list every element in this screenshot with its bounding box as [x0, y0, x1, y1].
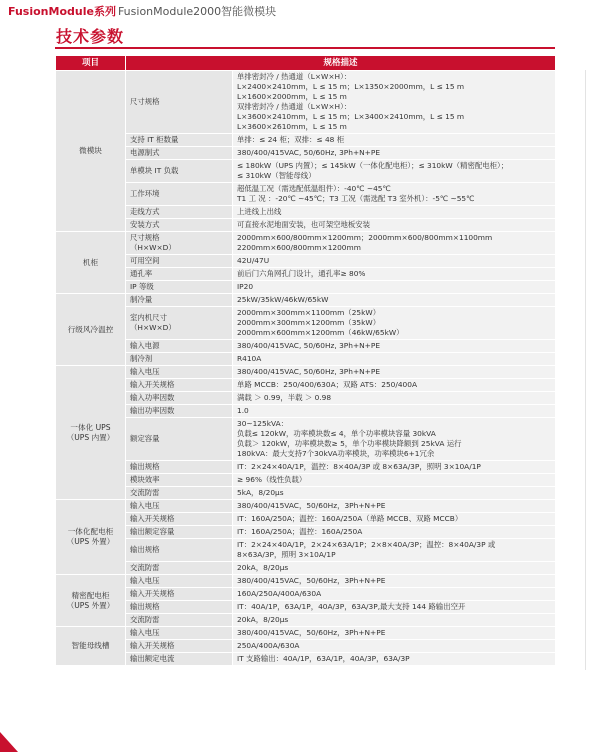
value-cell: [233, 653, 556, 666]
table-row: [56, 500, 556, 513]
category-cell: 智能母线槽: [56, 627, 126, 666]
value-cell: [233, 255, 556, 268]
value-line: 2000mm×600mm×1200mm（46kW/65kW）: [237, 328, 404, 337]
item-cell: 走线方式: [126, 206, 233, 219]
item-cell: 输出额定容量: [126, 526, 233, 539]
value-line: ≤ 180kW（UPS 内置）；≤ 145kW（一体化配电柜）；≤ 310kW（精密配电柜）；: [237, 161, 509, 170]
table-row: [56, 575, 556, 588]
item-cell: 输出功率因数: [126, 405, 233, 418]
value-line: 380/400/415VAC，50/60Hz，3Ph+N+PE: [237, 628, 386, 637]
item-cell: 通孔率: [126, 268, 233, 281]
table-row: [56, 614, 556, 627]
category-cell: 行级风冷温控: [56, 294, 126, 366]
value-cell: [233, 281, 556, 294]
table-row: [56, 219, 556, 232]
item-cell: 工作环境: [126, 183, 233, 206]
table-row: [56, 183, 556, 206]
value-line: 380/400/415VAC, 50/60Hz, 3Ph+N+PE: [237, 148, 380, 157]
value-line: 160A/250A/400A/630A: [237, 589, 322, 598]
value-line: L×1600×2000mm，L ≤ 15 m: [237, 92, 347, 101]
value-line: R410A: [237, 354, 262, 363]
item-cell: 输出额定电流: [126, 653, 233, 666]
value-line: 25kW/35kW/46kW/65kW: [237, 295, 329, 304]
value-line: 2000mm×300mm×1200mm（35kW）: [237, 318, 381, 327]
item-cell: 支持 IT 柜数量: [126, 134, 233, 147]
table-row: [56, 281, 556, 294]
item-cell: 输入开关规格: [126, 513, 233, 526]
value-line: 5kA，8/20μs: [237, 488, 284, 497]
value-cell: [233, 268, 556, 281]
table-row: [56, 71, 556, 134]
value-line: 2200mm×600/800mm×1200mm: [237, 243, 361, 252]
item-cell: 输入电压: [126, 575, 233, 588]
item-cell: 输出规格: [126, 539, 233, 562]
value-cell: [233, 294, 556, 307]
table-row: [56, 392, 556, 405]
value-cell: [233, 206, 556, 219]
value-line: 单排密封冷 / 热通道（L×W×H）：: [237, 72, 352, 81]
value-line: IT 支路输出：40A/1P，63A/1P，40A/3P，63A/3P: [237, 654, 410, 663]
value-line: L×3600×2610mm，L ≤ 15 m: [237, 122, 347, 131]
value-cell: [233, 562, 556, 575]
item-cell: 模块效率: [126, 474, 233, 487]
value-line: 负载＞ 120kW，功率模块数≥ 5，单个功率模块降额到 25kVA 运行: [237, 439, 462, 448]
value-cell: [233, 461, 556, 474]
item-cell: IP 等级: [126, 281, 233, 294]
value-line: IT：160A/250A；温控：160A/250A: [237, 527, 363, 536]
value-cell: [233, 183, 556, 206]
value-line: 上进线上出线: [237, 207, 282, 216]
table-row: [56, 206, 556, 219]
page-header: [0, 0, 594, 22]
value-line: 180kVA：最大支持7个30kVA功率模块，功率模块6+1冗余: [237, 449, 435, 458]
value-cell: [233, 366, 556, 379]
item-cell: 输入电压: [126, 627, 233, 640]
value-line: L×3600×2410mm，L ≤ 15 m；L×3400×2410mm，L ≤ 15 m: [237, 112, 465, 121]
value-cell: [233, 487, 556, 500]
item-cell: 单模块 IT 负载: [126, 160, 233, 183]
table-row: [56, 539, 556, 562]
value-line: 可直接水泥地面安装，也可架空地板安装: [237, 220, 371, 229]
table-row: [56, 526, 556, 539]
value-line: 满载 ＞ 0.99，半载 ＞ 0.98: [237, 393, 332, 402]
value-line: 30~125kVA：: [237, 419, 289, 428]
spec-table: [55, 55, 556, 666]
table-row: [56, 601, 556, 614]
table-row: [56, 562, 556, 575]
category-cell: 微模块: [56, 71, 126, 232]
product-name: FusionModule2000智能微模块: [117, 5, 277, 18]
value-line: 单排：≤ 24 柜；双排：≤ 48 柜: [237, 135, 345, 144]
table-header-row: [56, 56, 556, 71]
item-cell: 安装方式: [126, 219, 233, 232]
table-row: [56, 588, 556, 601]
value-line: 负载≤ 120kW，功率模块数≤ 4，单个功率模块容量 30kVA: [237, 429, 436, 438]
item-cell: 输入开关规格: [126, 588, 233, 601]
table-row: [56, 461, 556, 474]
table-row: [56, 418, 556, 461]
value-line: 超低温工况（需选配低温组件）：-40℃ ~45℃: [237, 184, 391, 193]
item-cell: 额定容量: [126, 418, 233, 461]
value-line: IT：40A/1P，63A/1P，40A/3P，63A/3P,最大支持 144 路输出空开: [237, 602, 466, 611]
header-spec: 规格描述: [126, 56, 556, 71]
value-line: 双排密封冷 / 热通道（L×W×H）：: [237, 102, 352, 111]
category-cell: 一体化 UPS （UPS 内置）: [56, 366, 126, 500]
table-row: [56, 366, 556, 379]
value-cell: [233, 418, 556, 461]
value-cell: [233, 526, 556, 539]
value-line: 2000mm×600/800mm×1200mm；2000mm×600/800mm×1100mm: [237, 233, 493, 242]
value-line: 20kA，8/20μs: [237, 563, 289, 572]
value-line: 250A/400A/630A: [237, 641, 300, 650]
value-cell: [233, 539, 556, 562]
item-cell: 输出规格: [126, 601, 233, 614]
value-cell: [233, 614, 556, 627]
value-line: ≥ 96%（线性负载）: [237, 475, 307, 484]
item-cell: 输入开关规格: [126, 640, 233, 653]
table-row: [56, 405, 556, 418]
title-underline: [55, 47, 555, 49]
item-cell: 制冷量: [126, 294, 233, 307]
item-cell: 制冷剂: [126, 353, 233, 366]
item-cell: 输出规格: [126, 461, 233, 474]
item-cell: 交流防雷: [126, 614, 233, 627]
value-cell: [233, 474, 556, 487]
table-row: [56, 513, 556, 526]
value-cell: [233, 392, 556, 405]
value-cell: [233, 601, 556, 614]
table-row: [56, 474, 556, 487]
value-line: 42U/47U: [237, 256, 270, 265]
table-row: [56, 487, 556, 500]
value-line: 1.0: [237, 406, 249, 415]
item-cell: 可用空间: [126, 255, 233, 268]
value-cell: [233, 513, 556, 526]
value-cell: [233, 160, 556, 183]
value-cell: [233, 134, 556, 147]
table-row: [56, 627, 556, 640]
header-item: 项目: [56, 56, 126, 71]
brand-series: FusionModule系列: [8, 5, 116, 18]
value-line: 20kA，8/20μs: [237, 615, 289, 624]
item-cell: 尺寸规格: [126, 71, 233, 134]
table-row: [56, 147, 556, 160]
value-line: 8×63A/3P，照明 3×10A/1P: [237, 550, 336, 559]
value-line: IT：2×24×40A/1P，2×24×63A/1P；2×8×40A/3P；温控：8×40A/3P 或: [237, 540, 496, 549]
table-row: [56, 353, 556, 366]
value-cell: [233, 147, 556, 160]
item-cell: 输入电压: [126, 366, 233, 379]
value-line: 380/400/415VAC, 50/60Hz, 3Ph+N+PE: [237, 341, 380, 350]
table-row: [56, 640, 556, 653]
value-line: 380/400/415VAC，50/60Hz，3Ph+N+PE: [237, 576, 386, 585]
item-cell: 交流防雷: [126, 562, 233, 575]
value-line: IP20: [237, 282, 254, 291]
table-row: [56, 134, 556, 147]
value-line: ≤ 310kW（智能母线）: [237, 171, 316, 180]
corner-decoration: [0, 732, 18, 752]
table-row: [56, 232, 556, 255]
value-line: 前后门六角网孔门设计，通孔率≥ 80%: [237, 269, 366, 278]
value-cell: [233, 379, 556, 392]
table-row: [56, 340, 556, 353]
value-line: 380/400/415VAC，50/60Hz，3Ph+N+PE: [237, 501, 386, 510]
value-line: IT：2×24×40A/1P，温控：8×40A/3P 或 8×63A/3P，照明 3×10A/1P: [237, 462, 481, 471]
page-title: 技术参数: [56, 27, 125, 46]
value-cell: [233, 588, 556, 601]
table-row: [56, 379, 556, 392]
value-line: 380/400/415VAC, 50/60Hz, 3Ph+N+PE: [237, 367, 380, 376]
item-cell: 尺寸规格 （H×W×D）: [126, 232, 233, 255]
value-cell: [233, 307, 556, 340]
table-row: [56, 653, 556, 666]
table-row: [56, 307, 556, 340]
value-cell: [233, 340, 556, 353]
value-line: 2000mm×300mm×1100mm（25kW）: [237, 308, 381, 317]
value-line: IT：160A/250A；温控：160A/250A（单路 MCCB、双路 MCCB）: [237, 514, 463, 523]
item-cell: 输入电源: [126, 340, 233, 353]
category-cell: 一体化配电柜 （UPS 外置）: [56, 500, 126, 575]
value-line: L×2400×2410mm，L ≤ 15 m；L×1350×2000mm，L ≤ 15 m: [237, 82, 465, 91]
table-body: [56, 71, 556, 666]
value-cell: [233, 232, 556, 255]
item-cell: 电源制式: [126, 147, 233, 160]
item-cell: 室内机尺寸 （H×W×D）: [126, 307, 233, 340]
value-line: T1 工 况 ：-20℃ ~45℃；T3 工况（需选配 T3 室外机）：-5℃ ~55℃: [237, 194, 475, 203]
item-cell: 输入开关规格: [126, 379, 233, 392]
item-cell: 输入电压: [126, 500, 233, 513]
value-cell: [233, 405, 556, 418]
category-cell: 机柜: [56, 232, 126, 294]
item-cell: 输入功率因数: [126, 392, 233, 405]
value-cell: [233, 575, 556, 588]
value-cell: [233, 353, 556, 366]
category-cell: 精密配电柜 （UPS 外置）: [56, 575, 126, 627]
item-cell: 交流防雷: [126, 487, 233, 500]
table-row: [56, 255, 556, 268]
table-row: [56, 268, 556, 281]
value-cell: [233, 627, 556, 640]
value-cell: [233, 71, 556, 134]
right-divider: [585, 70, 586, 670]
value-cell: [233, 500, 556, 513]
table-row: [56, 294, 556, 307]
value-cell: [233, 219, 556, 232]
value-line: 单路 MCCB：250/400/630A；双路 ATS：250/400A: [237, 380, 418, 389]
table-row: [56, 160, 556, 183]
value-cell: [233, 640, 556, 653]
